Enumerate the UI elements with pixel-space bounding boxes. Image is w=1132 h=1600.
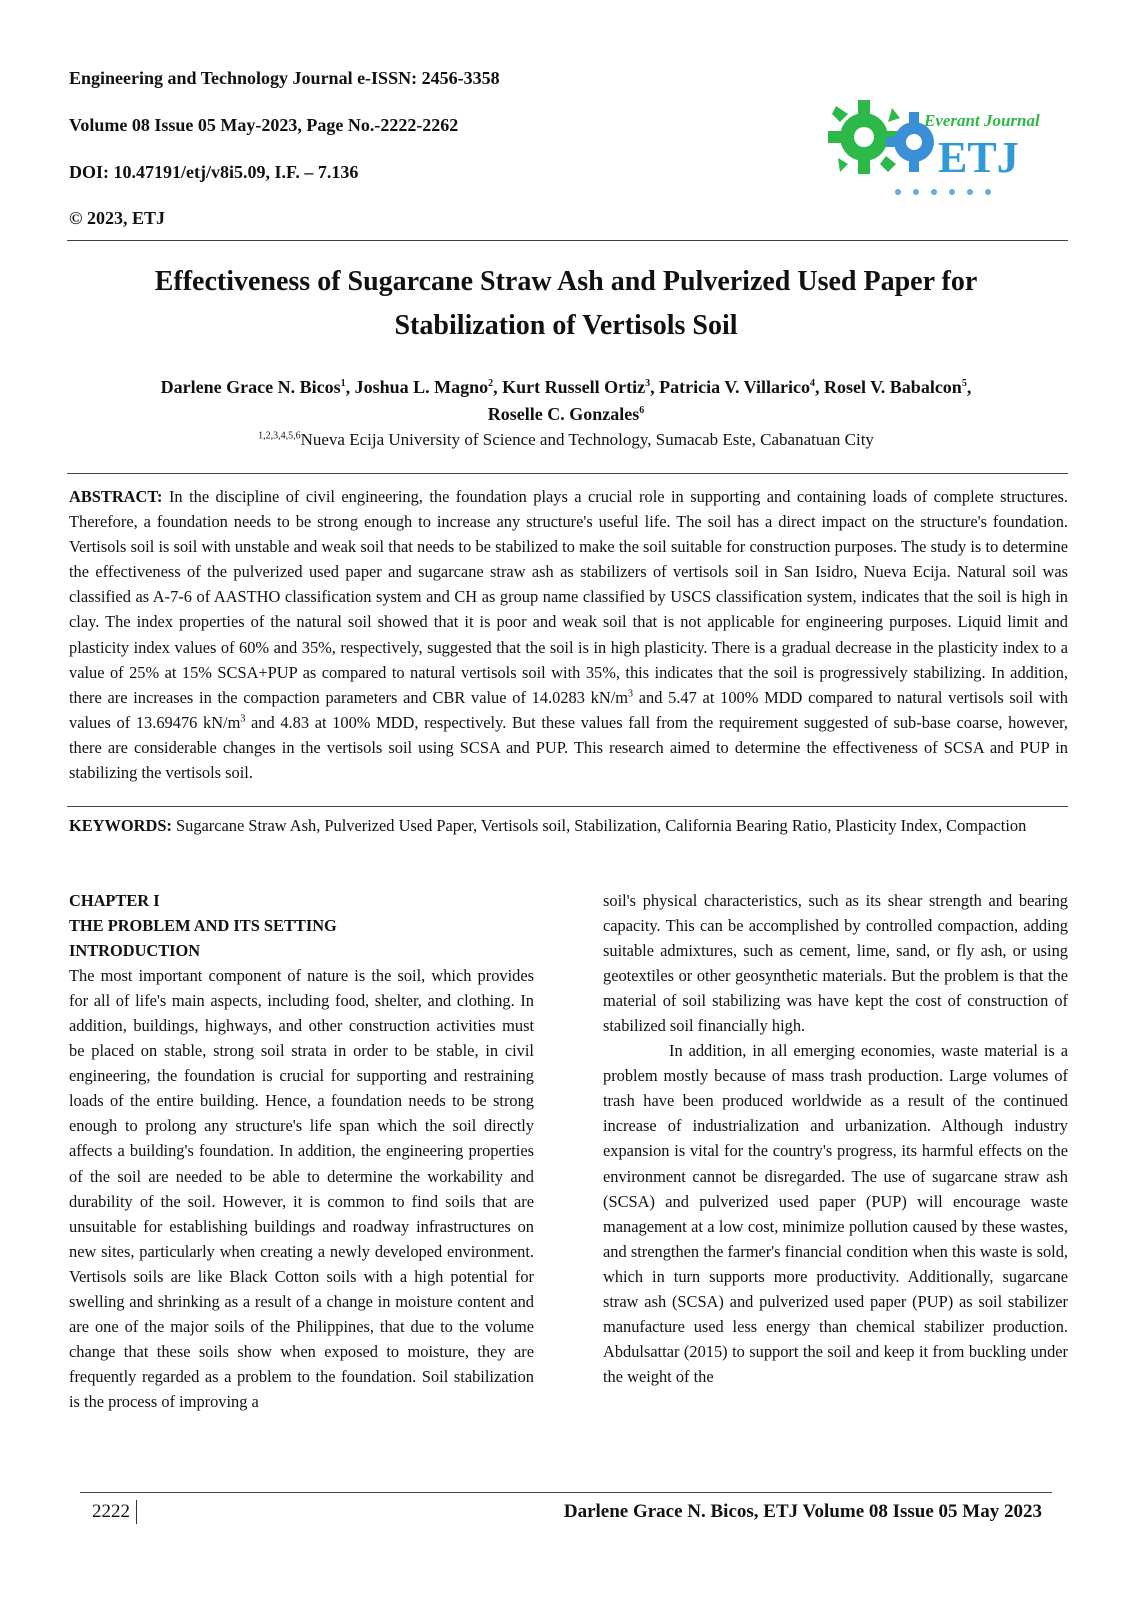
author-list: Darlene Grace N. Bicos$^1$, Joshua L. Magno$^2$, Kurt Russell Ortiz$^3$, Patricia V. Villarico$^4$, Rosel V. Babalcon$^5$, Roselle C. Gonzales$^6$	[160, 377, 972, 424]
author: Patricia V. Villarico	[659, 377, 810, 397]
author: Roselle C. Gonzales	[487, 404, 640, 424]
volume-line: Volume 08 Issue 05 May-2023, Page No.-2222-2262	[69, 115, 459, 135]
title-line-2: Stabilization of Vertisols Soil	[394, 310, 738, 341]
affiliation	[60, 430, 1072, 450]
doi-line: DOI: 10.47191/etj/v8i5.09, I.F. – 7.136	[69, 162, 359, 182]
author: Kurt Russell Ortiz	[502, 377, 646, 397]
subsection-heading: INTRODUCTION	[69, 941, 201, 961]
chapter-heading: CHAPTER I	[69, 891, 160, 910]
affiliation-sup: 1,2,3,4,5,6	[258, 430, 301, 442]
header-rule	[67, 240, 1068, 241]
logo-main-text: ETJ	[938, 133, 1019, 182]
journal-line: Engineering and Technology Journal e-ISSN: 2456-3358	[69, 68, 500, 88]
copyright-line: © 2023, ETJ	[69, 208, 165, 228]
paper-title	[60, 260, 1072, 348]
title-line-1: Effectiveness of Sugarcane Straw Ash and Pulverized Used Paper for	[154, 266, 978, 297]
keywords	[69, 813, 1068, 838]
author: Rosel V. Babalcon	[823, 377, 962, 397]
body-paragraph: In addition, in all emerging economies, waste material is a problem mostly because of mass trash production. Large volumes of trash have been produced worldwide as a result of the continued increase of industrialization and urbanization. Although industry expansion is vital for the country's progress, its harmful effects on the environment cannot be disregarded. The use of sugarcane straw ash (SCSA) and pulverized used paper (PUP) will encourage waste management at a low cost, minimize pollution caused by these wastes, and strengthen the farmer's financial condition when this waste is sold, which in turn supports more productivity. Additionally, sugarcane straw ash (SCSA) and pulverized used paper (PUP) as soil stabilizer manufacture used less energy than chemical stabilizer production. Abdulsattar (2015) to support the soil and keep it from buckling under the weight of the	[603, 1041, 1068, 1386]
section-heading: THE PROBLEM AND ITS SETTING	[69, 916, 337, 936]
left-column	[69, 888, 534, 1414]
body-paragraph: soil's physical characteristics, such as its shear strength and bearing capacity. This can be accomplished by controlled compaction, adding suitable admixtures, such as cement, lime, sand, or fly ash, or using geotextiles or other geosynthetic materials. But the problem is that the material of soil stabilizing was have kept the cost of construction of stabilized soil financially high.	[603, 891, 1068, 1036]
keywords-label: KEYWORDS:	[69, 816, 172, 835]
logo-top-text: Everant Journal	[924, 111, 1040, 130]
right-column	[603, 888, 1068, 1389]
footer-rule	[80, 1492, 1052, 1493]
keywords-text: Sugarcane Straw Ash, Pulverized Used Paper, Vertisols soil, Stabilization, California Bearing Ratio, Plasticity Index, Compaction	[171, 816, 1027, 835]
affiliation-text: Nueva Ecija University of Science and Technology, Sumacab Este, Cabanatuan City	[300, 430, 874, 449]
abstract: ABSTRACT: In the discipline of civil engineering, the foundation plays a crucial role in supporting and containing loads of complete structures. Therefore, a foundation needs to be strong enough to increase any structure's useful life. The soil has a direct impact on the structure's foundation. Vertisols soil is soil with unstable and weak soil that needs to be stabilized to make the soil suitable for construction purposes. The study is to determine the effectiveness of the pulverized used paper and sugarcane straw ash as stabilizers of vertisols soil in San Isidro, Nueva Ecija. Natural soil was classified as A-7-6 of AASTHO classification system and CH as group name classified by USCS classification system, indicates that the soil is high in clay. The index properties of the natural soil showed that it is poor and weak soil that is not applicable for engineering purposes. Liquid limit and plasticity index values of 60% and 35%, respectively, suggested that the soil is in high plasticity. There is a gradual decrease in the plasticity index to a value of 25% at 15% SCSA+PUP as compared to natural vertisols soil with 35%, this indicates that the soil is progressively stabilizing. In addition, there are increases in the compaction parameters and CBR value of 14.0283 $kN/m^3$ and 5.47 at 100% MDD compared to natural vertisols soil with values of 13.69476 $kN/m^3$ and 4.83 at 100% MDD, respectively. But these values fall from the requirement suggested of sub-base coarse, however, there are considerable changes in the vertisols soil using SCSA and PUP. This research aimed to determine the effectiveness of SCSA and PUP in stabilizing the vertisols soil.	[69, 487, 1068, 783]
abstract-top-rule	[67, 473, 1068, 474]
abstract-label: ABSTRACT:	[69, 487, 163, 506]
page-number: 2222	[92, 1500, 137, 1524]
intro-paragraph: The most important component of nature is the soil, which provides for all of life's main aspects, including food, shelter, and clothing. In addition, buildings, highways, and other construction activities must be placed on stable, strong soil strata in order to be stable, in civil engineering, the foundation is crucial for supporting and restraining loads of the entire building. Hence, a foundation needs to be strong enough to prolong any structure's life span which the soil directly affects a building's foundation. In addition, the engineering properties of the soil are needed to be able to determine the workability and durability of the soil. However, it is common to find soils that are unsuitable for establishing buildings and roadway infrastructures on new sites, particularly when creating a newly developed environment. Vertisols soils are like Black Cotton soils with a high potential for swelling and shrinking as a result of a change in moisture content and are one of the major soils of the Philippines, that due to the volume change that these soils show when exposed to moisture, they are frequently regarded as a problem to the foundation. Soil stabilization is the process of improving a	[69, 966, 534, 1411]
author: Darlene Grace N. Bicos	[160, 377, 341, 397]
abstract-bottom-rule	[67, 806, 1068, 807]
author: Joshua L. Magno	[354, 377, 489, 397]
footer-citation: Darlene Grace N. Bicos, ETJ Volume 08 Issue 05 May 2023	[563, 1501, 1042, 1522]
journal-logo	[826, 92, 1044, 202]
